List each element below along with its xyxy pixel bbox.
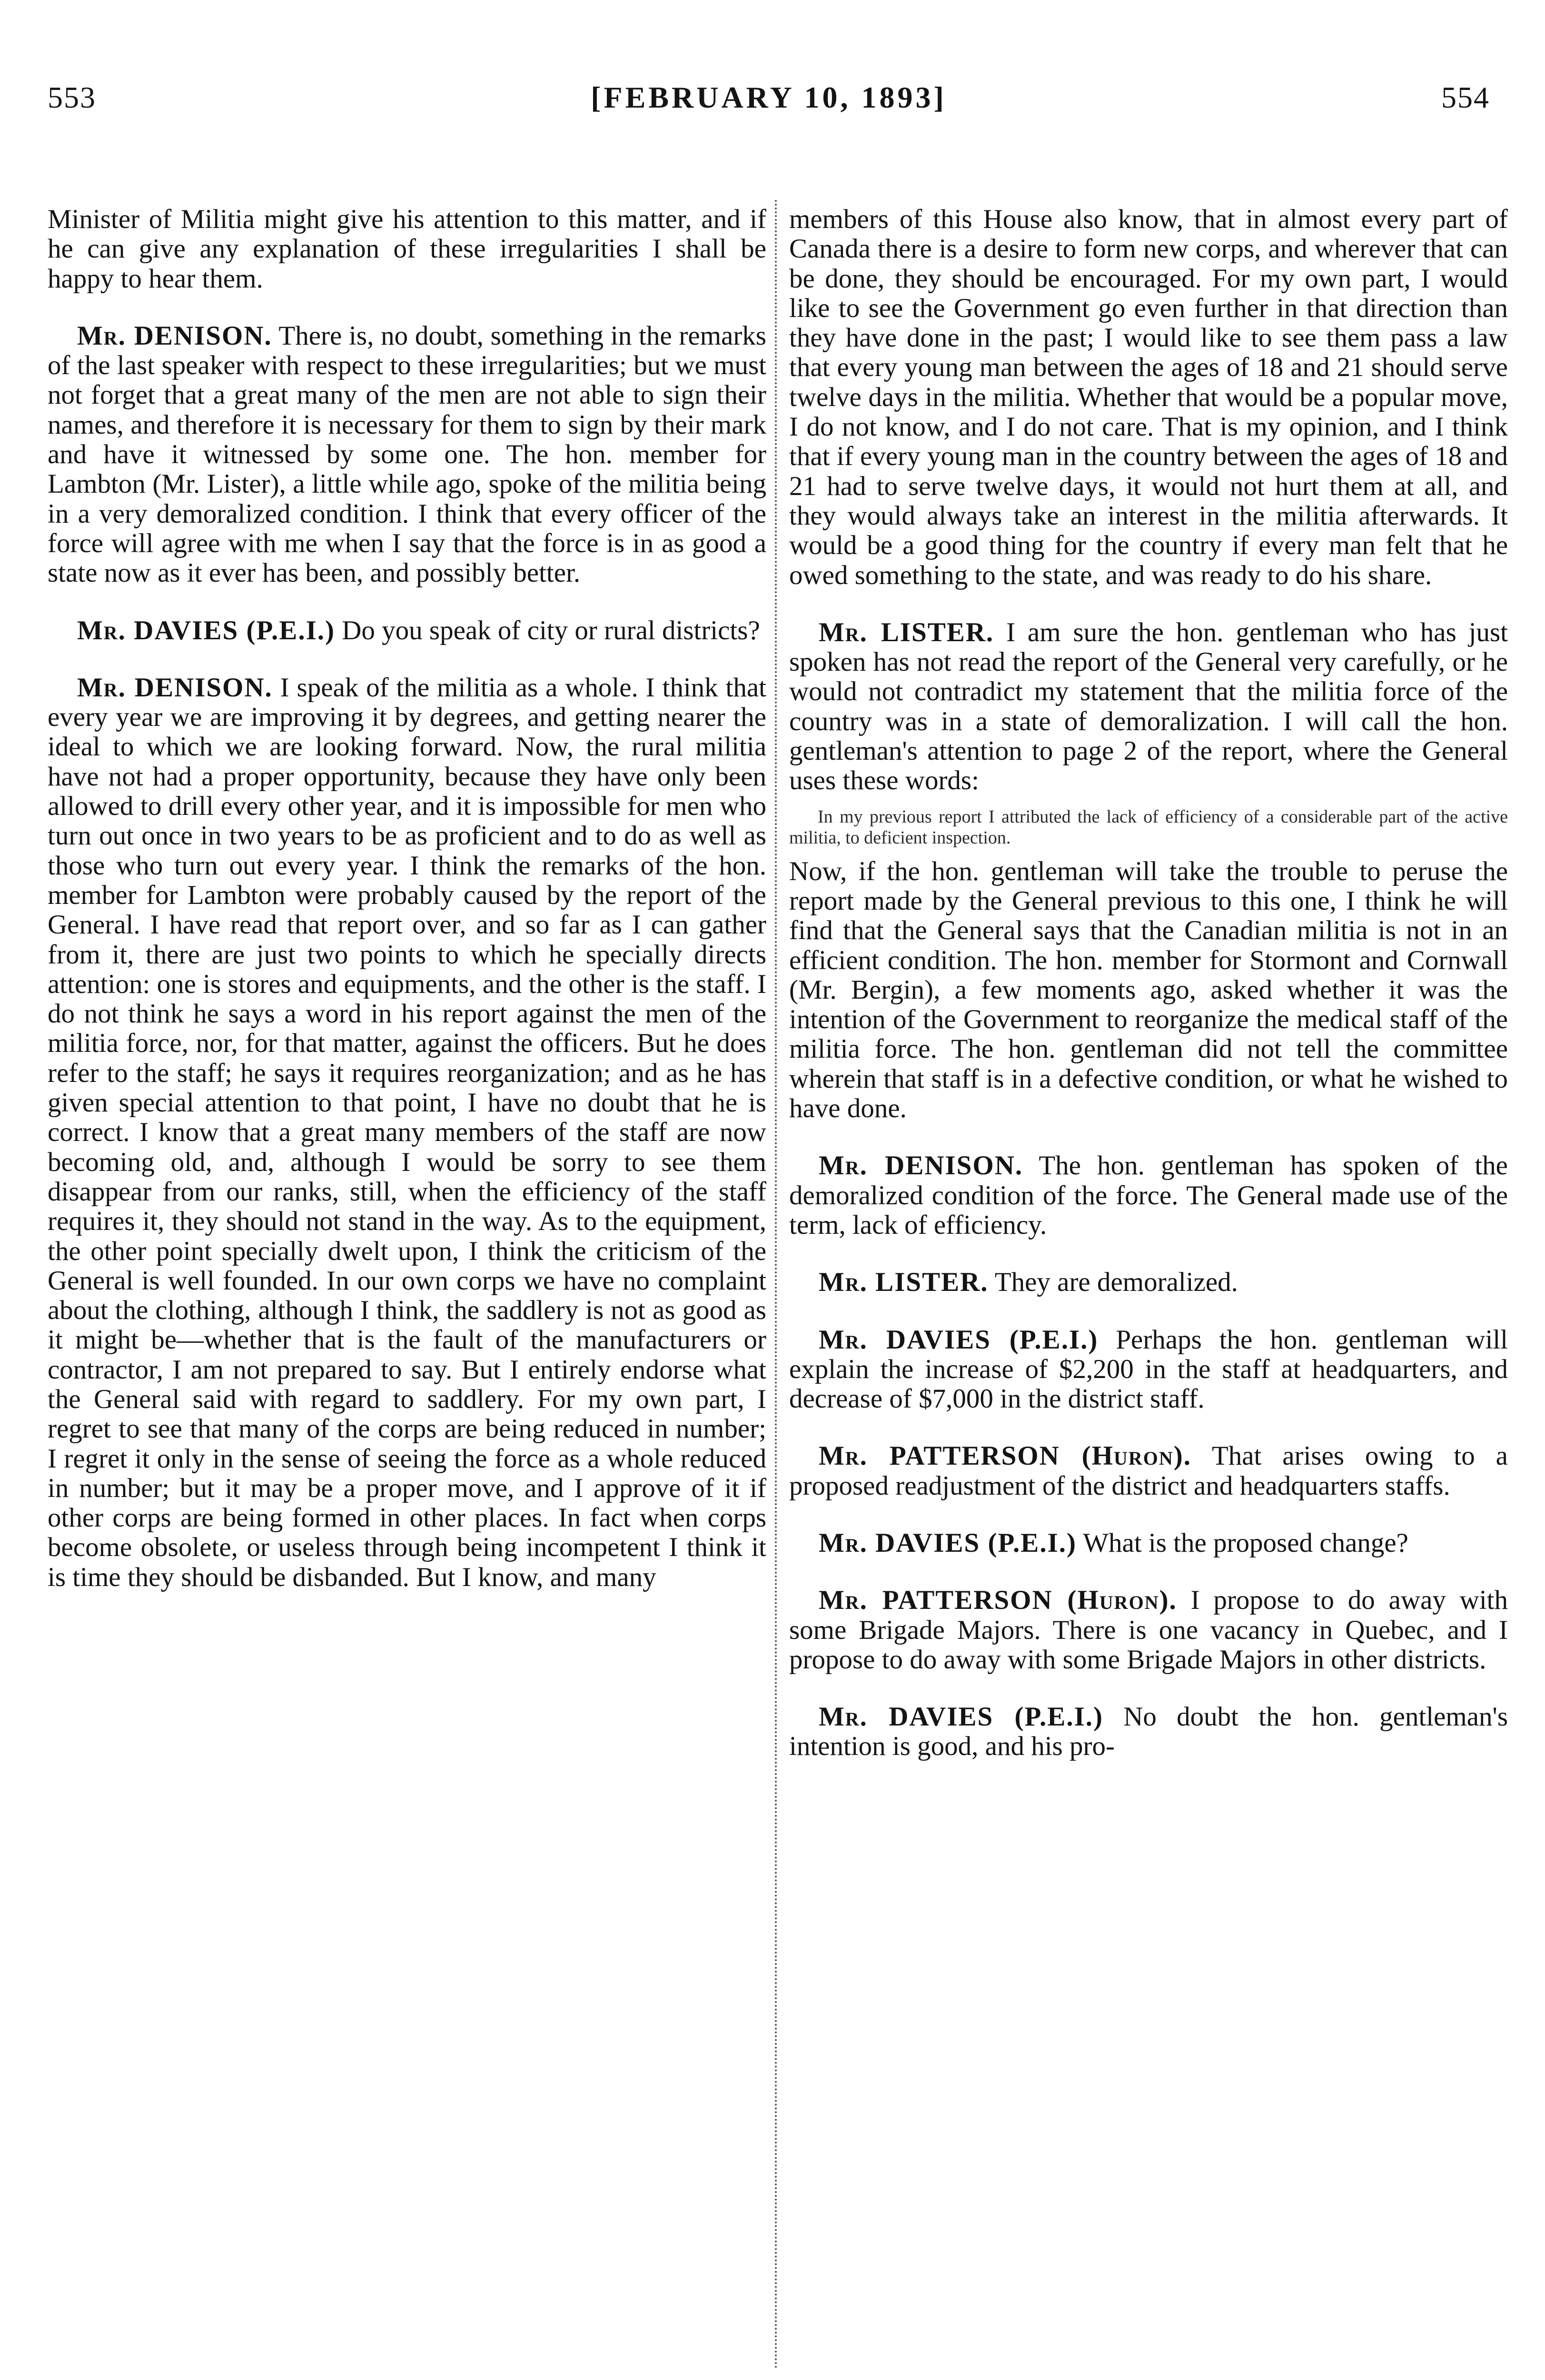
speech-paragraph bbox=[789, 1325, 1508, 1414]
column-divider bbox=[775, 200, 777, 2370]
speaker-name: Mr. LISTER. bbox=[819, 617, 994, 647]
speech-paragraph bbox=[789, 1441, 1508, 1501]
speech-paragraph bbox=[789, 1268, 1508, 1297]
speech-paragraph bbox=[789, 618, 1508, 796]
speaker-name: Mr. DENISON. bbox=[77, 672, 273, 703]
right-column bbox=[789, 205, 1508, 2328]
speech-paragraph bbox=[789, 1702, 1508, 1762]
speaker-name: Mr. LISTER. bbox=[819, 1267, 989, 1298]
speaker-name: Mr. DAVIES (P.E.I.) bbox=[819, 1324, 1099, 1355]
block-quote: In my previous report I attributed the lack of efficiency of a considerable part of the active militia, to deficient inspection. bbox=[789, 806, 1508, 848]
speech-paragraph bbox=[48, 616, 766, 645]
speech-text: They are demoralized. bbox=[994, 1267, 1238, 1298]
page-number-left: 553 bbox=[48, 80, 96, 114]
speaker-name: Mr. DAVIES (P.E.I.) bbox=[819, 1527, 1077, 1558]
speech-paragraph bbox=[48, 321, 766, 588]
speech-text: The hon. gentleman has spoken of the demoralized condition of the force. The General made use of the term, lack of efficiency. bbox=[789, 1150, 1508, 1240]
speaker-name: Mr. PATTERSON (Huron). bbox=[819, 1441, 1192, 1471]
speaker-name: Mr. PATTERSON (Huron). bbox=[819, 1585, 1177, 1616]
speaker-name: Mr. DENISON. bbox=[819, 1150, 1023, 1181]
speech-paragraph bbox=[789, 1586, 1508, 1675]
speech-paragraph bbox=[789, 1528, 1508, 1558]
left-column bbox=[48, 205, 766, 2328]
speech-text: I speak of the militia as a whole. I think that every year we are improving it by degrees, and getting nearer the ideal to which we are looking forward. Now, the rural militia have not had a proper opportunity, because they have only been allowed to drill every other year, and it is impossible for men who turn out once in two years to be as proficient and to do as well as those who turn out every year. I think the remarks of the hon. member for Lambton were probably caused by the report of the General. I have read that report over, and so far as I can gather from it, there are just two points to which he specially directs attention: one is stores and equipments, and the other is the staff. I do not think he says a word in his report against the men of the militia force, nor, for that matter, against the officers. But he does refer to the staff; he says it requires reorganization; and as he has given special attention to that point, I have no doubt that he is correct. I know that a great many members of the staff are now becoming old, and, although I would be sorry to see them disappear from our ranks, still, when the efficiency of the staff requires it, they should not stand in the way. As to the equipment, the other point specially dwelt upon, I think the criticism of the General is well founded. In our own corps we have no complaint about the clothing, although I think, the saddlery is not as good as it might be—whether that is the fault of the manufacturers or contractor, I am not prepared to say. But I entirely endorse what the General said with regard to saddlery. For my own part, I regret to see that many of the corps are being reduced in number; I regret it only in the sense of seeing the force as a whole reduced in number; but it may be a proper move, and I approve of it if other corps are being formed in other places. In fact when corps become obsolete, or useless through being incompetent I think it is time they should be disbanded. But I know, and many bbox=[48, 672, 766, 1592]
speaker-name: Mr. DAVIES (P.E.I.) bbox=[819, 1702, 1103, 1732]
paragraph-text: Minister of Militia might give his attention to this matter, and if he can give any explanation of these irregularities I shall be happy to hear them. bbox=[48, 205, 766, 294]
date-heading: [FEBRUARY 10, 1893] bbox=[591, 80, 947, 114]
paragraph-text: Now, if the hon. gentleman will take the trouble to peruse the report made by the General previous to this one, I think he will find that the General says that the Canadian militia is not in an efficient condition. The hon. member for Stormont and Cornwall (Mr. Bergin), a few moments ago, asked whether it was the intention of the Government to reorganize the medical staff of the militia force. The hon. gentleman did not tell the committee wherein that staff is in a defective condition, or what he wished to have done. bbox=[789, 856, 1508, 1124]
speech-paragraph bbox=[789, 1151, 1508, 1240]
paragraph bbox=[789, 857, 1508, 1124]
speech-text: Perhaps the hon. gentleman will explain the increase of $2,200 in the staff at headquarters, and decrease of $7,000 in the district staff. bbox=[789, 1324, 1508, 1414]
speech-text: What is the proposed change? bbox=[1083, 1527, 1408, 1558]
speech-paragraph bbox=[48, 673, 766, 1592]
paragraph-text: members of this House also know, that in almost every part of Canada there is a desire to form new corps, and wherever that can be done, they should be encouraged. For my own part, I would like to see the Government go even further in that direction than they have done in the past; I would like to see them pass a law that every young man between the ages of 18 and 21 should serve twelve days in the militia. Whether that would be a popular move, I do not know, and I do not care. That is my opinion, and I think that if every young man in the country between the ages of 18 and 21 had to serve twelve days, it would not hurt them at all, and they would always take an interest in the militia afterwards. It would be a good thing for the country if every man felt that he owed something to the state, and was ready to do his share. bbox=[789, 205, 1508, 590]
speech-text: There is, no doubt, something in the remarks of the last speaker with respect to these irregularities; but we must not forget that a great many of the men are not able to sign their names, and therefore it is necessary for them to sign by their mark and have it witnessed by some one. The hon. member for Lambton (Mr. Lister), a little while ago, spoke of the militia being in a very demoralized condition. I think that every officer of the force will agree with me when I say that the force is in as good a state now as it ever has been, and possibly better. bbox=[48, 320, 766, 588]
page-header bbox=[48, 71, 1490, 124]
paragraph bbox=[48, 205, 766, 294]
speech-text: I am sure the hon. gentleman who has just spoken has not read the report of the General very carefully, or he would not contradict my statement that the militia force of the country was in a state of demoralization. I will call the hon. gentleman's attention to page 2 of the report, where the General uses these words: bbox=[789, 617, 1508, 796]
speech-text: I propose to do away with some Brigade Majors. There is one vacancy in Quebec, and I propose to do away with some Brigade Majors in other districts. bbox=[789, 1585, 1508, 1675]
speech-text: Do you speak of city or rural districts? bbox=[342, 615, 760, 645]
speech-text: No doubt the hon. gentleman's intention is good, and his pro- bbox=[789, 1702, 1508, 1762]
speaker-name: Mr. DAVIES (P.E.I.) bbox=[77, 615, 335, 645]
speaker-name: Mr. DENISON. bbox=[77, 320, 272, 351]
speech-text: That arises owing to a proposed readjustment of the district and headquarters staffs. bbox=[789, 1441, 1508, 1501]
page-number-right: 554 bbox=[1441, 80, 1490, 114]
paragraph bbox=[789, 205, 1508, 590]
